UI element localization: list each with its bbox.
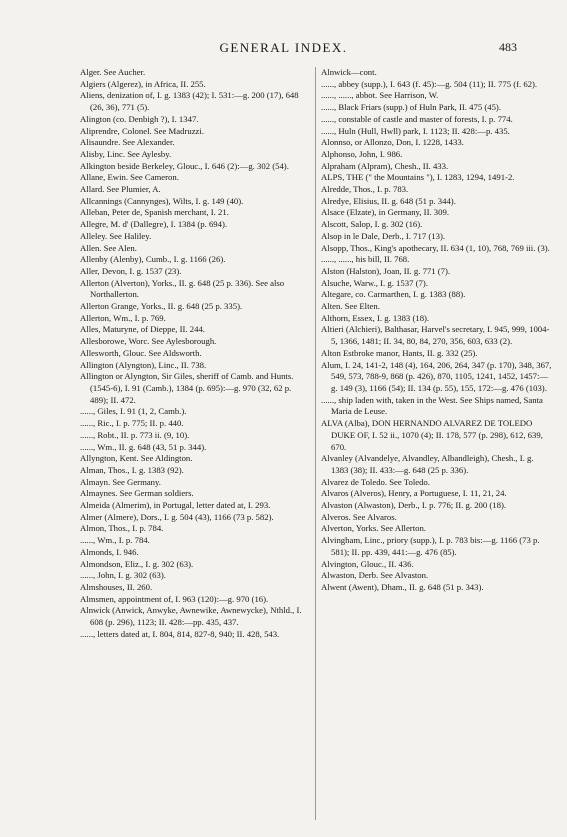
index-entry: ......, Wm., II. g. 648 (43, 51 p. 344). [80, 441, 207, 452]
index-entry: Almayn. See Germany. [80, 476, 161, 487]
index-entry: Almeida (Almerim), in Portugal, letter dated at, I. 293. [80, 500, 271, 511]
index-entry: Alten. See Elten. [321, 301, 380, 312]
index-entry: ......, letters dated at, I. 804, 814, 827-8, 940; II. 428, 543. [80, 628, 280, 639]
index-entry: Allerton (Alverton), Yorks., II. g. 648 (25 p. 336). See also Northallerton. [80, 277, 285, 300]
index-entry: Alvaston (Alwaston), Derb., I. p. 776; II. g. 200 (18). [321, 500, 507, 511]
index-entry: Alum, I. 24, 141-2, 148 (4), 164, 206, 264, 347 (p. 170), 348, 367, 549, 573, 788-9, 868 (p. 426), 870, 1105, 1241, 1452, 1457:—g. 149 (3), 1166 (54); II. 134 (p. 55), 155, 172:—g. 476 (103). [321, 359, 552, 393]
index-entry: Aliprendre, Colonel. See Madruzzi. [80, 125, 205, 136]
index-entry: Almon, Thos., I. p. 784. [80, 523, 164, 534]
index-entry: Alvanley (Alvandelye, Alvandley, Albandleigh), Chesh., I. g. 1383 (38); II. 433:—g. 648 (25 p. 336). [321, 453, 534, 475]
index-entry: Alsopp, Thos., King's apothecary, II. 634 (1, 10), 768, 769 iii. (3). [321, 242, 550, 253]
index-column-right [321, 67, 552, 594]
index-entry: Alvingham, Linc., priory (supp.), I. p. 783 bis:—g. 1166 (73 p. 581); II. pp. 439, 441:—g. 476 (85). [321, 535, 540, 557]
index-entry: Alington (co. Denbigh ?), I. 1347. [80, 113, 199, 124]
page-title: GENERAL INDEX. [219, 40, 348, 55]
index-entry: Allerton, Wm., I. p. 769. [80, 312, 166, 323]
index-entry: Alger. See Aucher. [80, 67, 146, 77]
index-entry: Alredde, Thos., I. p. 783. [321, 184, 409, 195]
index-entry: Allesborowe, Worc. See Aylesborough. [80, 336, 217, 347]
index-entry: ALPS, THE (" the Mountains "), I. 1283, 1294, 1491-2. [321, 172, 515, 183]
index-entry: ......, Huln (Hull, Hwll) park, I. 1123; II. 428:—p. 435. [321, 125, 510, 136]
index-entry: Alpraham (Alpram), Chesh., II. 433. [321, 160, 449, 171]
index-entry: Althorn, Essex, I. g. 1383 (18). [321, 312, 430, 323]
index-entry: Allerton Grange, Yorks., II. g. 648 (25 p. 335). [80, 301, 243, 312]
index-entry: Alles, Maturyne, of Dieppe, II. 244. [80, 324, 205, 335]
index-entry: Aliens, denization of, I. g. 1383 (42); I. 531:—g. 200 (17), 648 (26, 36), 771 (5). [80, 90, 299, 113]
index-entry: Allcannings (Cannynges), Wilts, I. g. 149 (40). [80, 195, 244, 206]
index-entry: ......, ship laden with, taken in the West. See Ships named, Santa Maria de Leuse. [321, 394, 543, 417]
column-divider [315, 67, 316, 820]
index-entry: Alston (Halston), Joan, II. g. 771 (7). [321, 265, 451, 276]
index-entry: Aller, Devon, I. g. 1537 (23). [80, 265, 182, 276]
index-entry: Alveros. See Alvaros. [321, 511, 397, 522]
index-entry: ......, Giles, I. 91 (1, 2, Camb.). [80, 406, 187, 417]
index-entry: Alisby, Linc. See Aylesby. [80, 148, 172, 159]
index-entry: ALVA (Alba), DON HERNANDO ALVAREZ DE TOLEDO DUKE OF, I. 52 ii., 1070 (4); II. 178, 577 (p. 298), 612, 639, 670. [321, 418, 543, 452]
index-entry: Alphonso, John, I. 986. [321, 148, 403, 159]
index-entry: Allane, Ewin. See Cameron. [80, 172, 179, 183]
index-entry: Alleban, Peter de, Spanish merchant, I. 21. [80, 207, 229, 218]
index-entry: Alleley. See Haliley. [80, 230, 152, 241]
index-entry: ......, ......, his bill, II. 768. [321, 254, 410, 265]
index-entry: Alwaston, Derb. See Alvaston. [321, 570, 429, 581]
index-entry: Almonds, I. 946. [80, 546, 139, 557]
index-entry: ......, abbey (supp.), I. 643 (f. 45):—g. 504 (11); II. 775 (f. 62). [321, 78, 538, 89]
index-entry: ......, Black Friars (supp.) of Huln Park, II. 475 (45). [321, 102, 501, 113]
index-entry: Alton Estbroke manor, Hants, II. g. 332 (25). [321, 347, 478, 358]
index-entry: Alscott, Salop, I. g. 302 (16). [321, 219, 423, 230]
index-entry: Alsop in le Dale, Derb., I. 717 (13). [321, 230, 446, 241]
index-entry: Alsuche, Warw., I. g. 1537 (7). [321, 277, 428, 288]
index-entry: Alisaundre. See Alexander. [80, 137, 175, 148]
index-entry: Almaynes. See German soldiers. [80, 488, 194, 499]
index-entry: ......, Wm., I. p. 784. [80, 535, 150, 546]
index-entry: ......, ......, abbot. See Harrison, W. [321, 90, 439, 101]
index-entry: Alman, Thos., I. g. 1383 (92). [80, 464, 184, 475]
index-entry: Alkington beside Berkeley, Glouc., I. 646 (2):—g. 302 (54). [80, 160, 289, 171]
index-entry: ......, constable of castle and master of forests, I. p. 774. [321, 113, 513, 124]
index-column-left [80, 67, 311, 640]
index-entry: ......, Ric., I. p. 775; II. p. 440. [80, 418, 184, 429]
index-entry: Almondson, Eliz., I. g. 302 (63). [80, 558, 194, 569]
index-entry: Algiers (Algerez), in Africa, II. 255. [80, 78, 206, 89]
index-entry: Alonnso, or Allonzo, Don, I. 1228, 1433. [321, 137, 464, 148]
index-entry: Almshouses, II. 260. [80, 581, 153, 592]
index-entry: Allyngton, Kent. See Aldington. [80, 453, 193, 464]
index-entry: Almer (Almere), Dors., I. g. 504 (43), 1166 (73 p. 582). [80, 511, 274, 522]
index-entry: Alsace (Elzate), in Germany, II. 309. [321, 207, 450, 218]
index-entry: Alverton, Yorks. See Allerton. [321, 523, 426, 534]
index-entry: Allenby (Alenby), Cumb., I. g. 1166 (26). [80, 254, 226, 265]
page-number: 483 [499, 40, 517, 54]
index-entry: Altegare, co. Carmarthen, I. g. 1383 (88). [321, 289, 466, 300]
index-entry: Allegre, M. d' (Dallegre), I. 1384 (p. 694). [80, 219, 228, 230]
index-entry: Alnwick—cont. [321, 67, 377, 77]
index-entry: Alwent (Awent), Dham., II. g. 648 (51 p. 343). [321, 581, 484, 592]
index-entry: Alvington, Glouc., II. 436. [321, 558, 414, 569]
index-entry: Allen. See Alen. [80, 242, 137, 253]
index-entry: Allard. See Plumier, A. [80, 184, 161, 195]
index-entry: Alvaros (Alveros), Henry, a Portuguese, I. 11, 21, 24. [321, 488, 507, 499]
index-entry: Alredye, Elisius, II. g. 648 (51 p. 344). [321, 195, 456, 206]
index-entry: Altieri (Alchieri), Balthasar, Harvel's secretary, I. 945, 999, 1004-5, 1366, 1481; II. 34, 80, 84, 270, 356, 603, 633 (2). [321, 324, 550, 347]
index-entry: Alvarez de Toledo. See Toledo. [321, 476, 430, 487]
index-entry: Allington (Alyngton), Linc., II. 738. [80, 359, 207, 370]
index-entry: ......, John, I. g. 302 (63). [80, 570, 166, 581]
index-entry: Allesworth, Glouc. See Aldsworth. [80, 347, 202, 358]
page-header [0, 40, 567, 60]
index-entry: Alnwick (Anwick, Anwyke, Awnewike, Awnewycke), Nthld., I. 608 (p. 296), 1123; II. 428:—pp. 435, 437. [80, 605, 302, 628]
index-entry: Allington or Alyngton, Sir Giles, sheriff of Camb. and Hunts. (1545-6), I. 91 (Camb.), 1384 (p. 695):—g. 970 (32, 62 p. 489); II. 472. [80, 371, 294, 405]
index-entry: Almsmen, appointment of, I. 963 (120):—g. 970 (16). [80, 593, 269, 604]
index-entry: ......, Robt., II. p. 773 ii. (9, 10). [80, 429, 190, 440]
